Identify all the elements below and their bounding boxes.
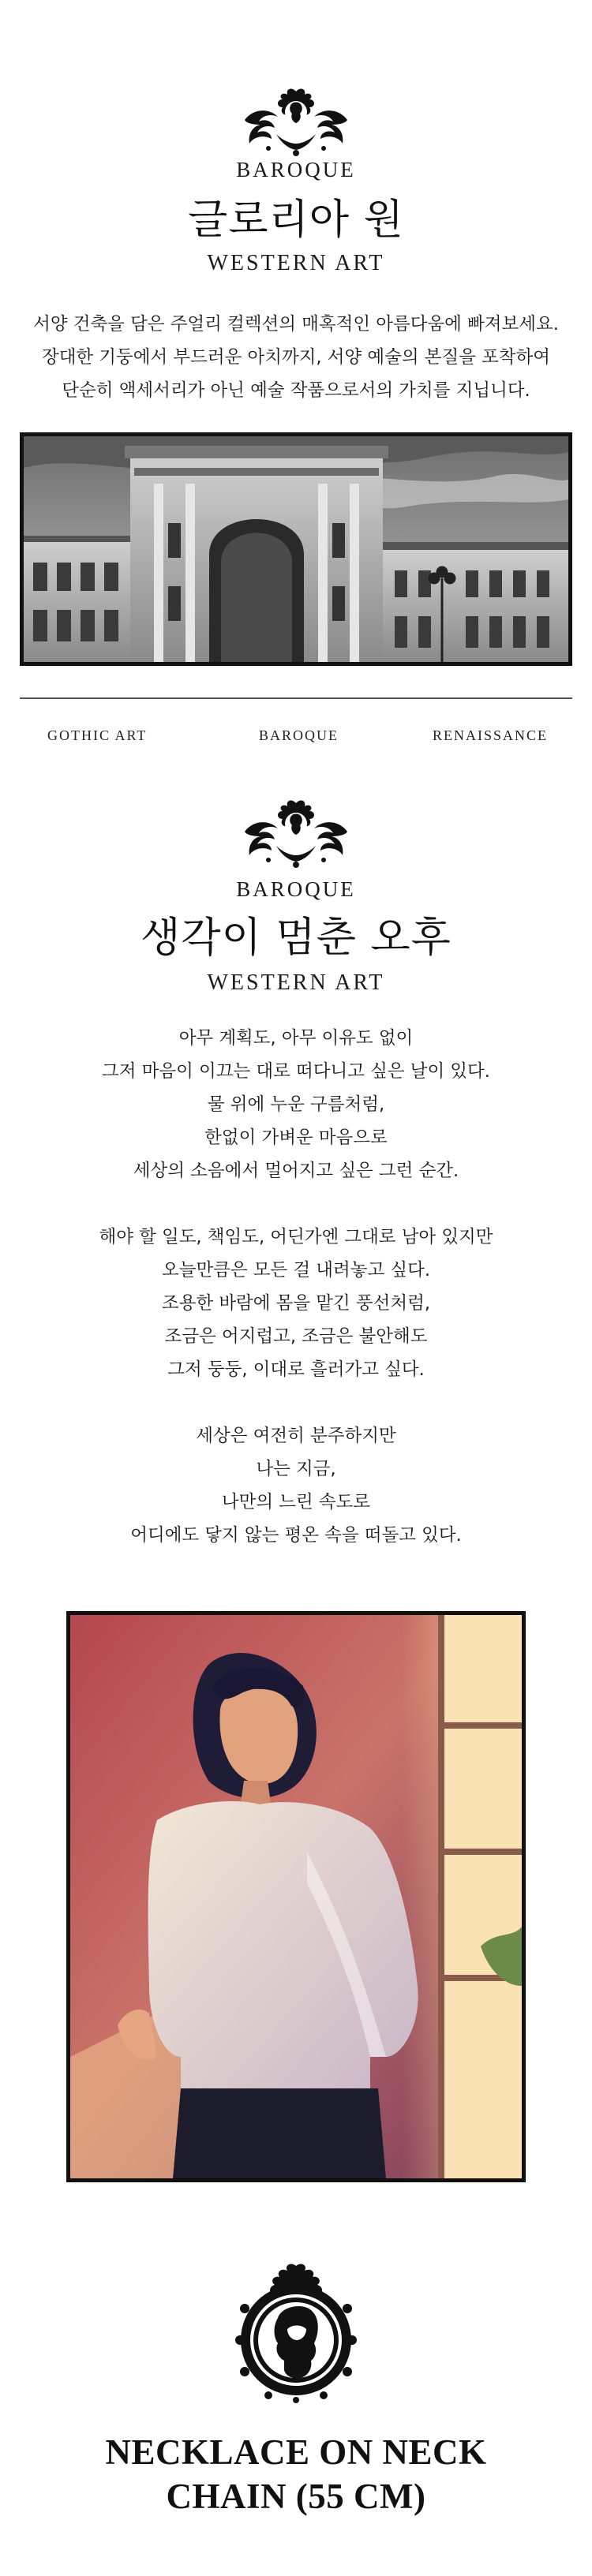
- baroque-crest-logo: [237, 85, 355, 158]
- illustration-photo: [66, 1611, 526, 2182]
- poem-line: [0, 1386, 592, 1419]
- category-link-baroque[interactable]: BAROQUE: [259, 727, 339, 743]
- poem-line: 한없이 가벼운 마음으로: [204, 1127, 388, 1148]
- poem-text: [0, 1022, 592, 1552]
- poem-line: 그저 둥둥, 이대로 흘러가고 싶다.: [167, 1359, 425, 1380]
- baroque-crest-logo: [237, 797, 355, 869]
- brand-label: BAROQUE: [236, 158, 356, 181]
- poem-line: 나만의 느린 속도로: [221, 1492, 371, 1512]
- poem-line: 그저 마음이 이끄는 대로 떠다니고 싶은 날이 있다.: [102, 1061, 490, 1082]
- poem-line: 오늘만큼은 모든 걸 내려놓고 싶다.: [161, 1260, 431, 1281]
- section-divider: [20, 697, 572, 699]
- product-title: [0, 2430, 592, 2518]
- subtitle-label: WESTERN ART: [207, 970, 385, 995]
- description-line: 단순히 액세서리가 아닌 예술 작품으로서의 가치를 지닙니다.: [62, 380, 530, 401]
- product-title-line: NECKLACE ON NECK: [105, 2432, 487, 2472]
- section-title: 생각이 멈춘 오후: [141, 914, 451, 962]
- architecture-photo: [20, 432, 572, 666]
- poem-line: 아무 계획도, 아무 이유도 없이: [178, 1028, 414, 1049]
- poem-line: 해야 할 일도, 책임도, 어딘가엔 그대로 남아 있지만: [99, 1227, 493, 1247]
- poem-line: 세상은 여전히 분주하지만: [196, 1426, 396, 1446]
- description-line: 서양 건축을 담은 주얼리 컬렉션의 매혹적인 아름다움에 빠져보세요.: [33, 314, 559, 335]
- poem-line: 어디에도 닿지 않는 평온 속을 떠돌고 있다.: [130, 1525, 462, 1546]
- poem-line: 조금은 어지럽고, 조금은 불안해도: [164, 1326, 428, 1347]
- poem-line: 세상의 소음에서 멀어지고 싶은 그런 순간.: [133, 1161, 459, 1181]
- poem-line: 조용한 바람에 몸을 맡긴 풍선처럼,: [161, 1293, 431, 1314]
- poem-line: 나는 지금,: [256, 1459, 336, 1479]
- page-title: 글로리아 원: [188, 196, 404, 244]
- subtitle-label: WESTERN ART: [207, 251, 385, 275]
- category-link-gothic[interactable]: GOTHIC ART: [47, 727, 148, 743]
- description-line: 장대한 기둥에서 부드러운 아치까지, 서양 예술의 본질을 포착하여: [41, 347, 551, 368]
- poem-line: 물 위에 누운 구름처럼,: [207, 1094, 385, 1115]
- brand-label: BAROQUE: [236, 877, 356, 901]
- medallion-logo: [229, 2261, 363, 2403]
- intro-description: [0, 308, 592, 407]
- category-link-renaissance[interactable]: RENAISSANCE: [433, 727, 549, 743]
- poem-line: [0, 1187, 592, 1221]
- product-title-line: CHAIN (55 CM): [166, 2477, 426, 2516]
